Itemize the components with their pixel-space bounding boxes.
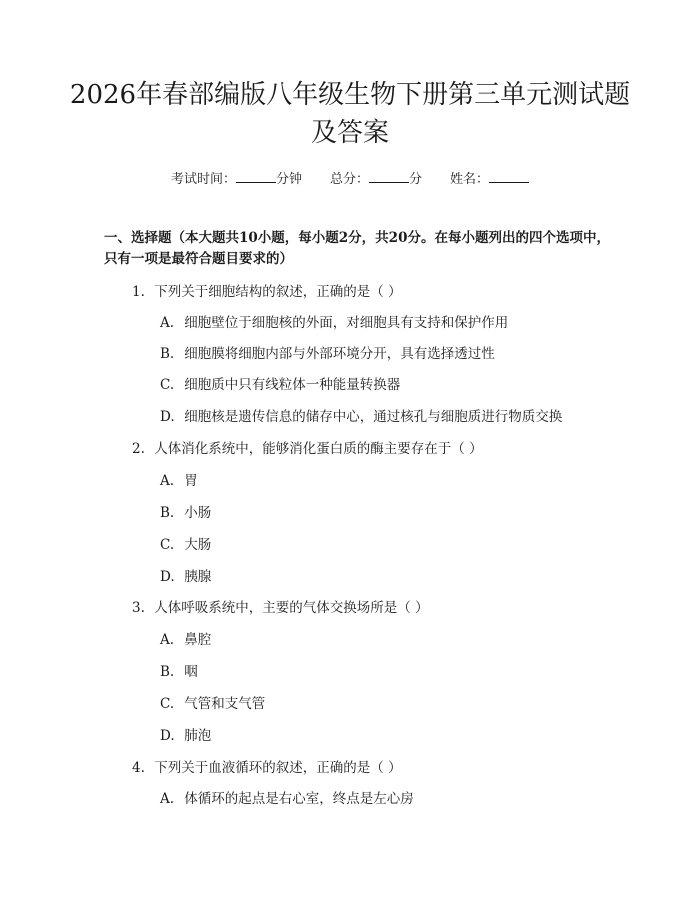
question-1-option-a[interactable] [160,314,508,332]
question-3-option-b[interactable] [160,663,198,681]
question-2-option-d[interactable] [160,568,211,586]
question-1-option-d[interactable] [160,408,562,426]
option-letter: D. [160,569,175,585]
option-letter: D. [160,728,175,744]
option-text: 气管和支气管 [184,696,266,712]
option-text: 细胞质中只有线粒体一种能量转换器 [184,377,401,393]
option-text: 胃 [184,473,198,489]
option-text: 肺泡 [184,728,212,744]
option-text: 细胞核是遗传信息的储存中心，通过核孔与细胞质进行物质交换 [184,409,563,425]
option-text: 鼻腔 [184,632,212,648]
question-3-option-d[interactable] [160,727,211,745]
option-letter: A. [160,791,175,807]
question-4 [132,759,402,777]
option-text: 小肠 [184,505,212,521]
question-number: 1. [132,284,145,300]
question-4-option-a[interactable] [160,790,414,808]
question-3-option-c[interactable] [160,695,265,713]
option-text: 细胞壁位于细胞核的外面，对细胞具有支持和保护作用 [184,315,509,331]
question-2 [132,440,483,458]
name-label: 姓名： [450,172,490,187]
option-letter: A. [160,315,175,331]
section-title: 一、选择题（本大题共10小题，每小题2分，共20分。在每小题列出的四个选项中，只有一项是最符合题目要求的） [104,230,610,267]
question-2-option-c[interactable] [160,536,211,554]
score-blank[interactable] [369,171,409,183]
option-letter: C. [160,696,175,712]
option-text: 体循环的起点是右心室，终点是左心房 [184,791,414,807]
option-letter: B. [160,346,175,362]
question-text: 下列关于细胞结构的叙述，正确的是（ ） [154,284,402,300]
option-text: 细胞膜将细胞内部与外部环境分开，具有选择透过性 [184,346,495,362]
score-label: 总分： [329,172,369,187]
score-unit: 分 [409,172,423,187]
option-letter: C. [160,377,175,393]
question-number: 3. [132,600,145,616]
option-letter: B. [160,664,175,680]
option-letter: A. [160,632,175,648]
exam-info-bar [0,168,700,187]
option-text: 胰腺 [184,569,212,585]
question-1-option-b[interactable] [160,345,495,363]
option-letter: C. [160,537,175,553]
question-1 [132,283,402,301]
option-letter: B. [160,505,175,521]
question-1-option-c[interactable] [160,376,400,394]
time-blank[interactable] [236,171,276,183]
option-letter: D. [160,409,175,425]
name-blank[interactable] [489,171,529,183]
question-number: 2. [132,441,145,457]
exam-title: 2026年春部编版八年级生物下册第三单元测试题及答案 [69,80,631,148]
time-label: 考试时间： [170,172,236,187]
time-unit: 分钟 [275,172,302,187]
option-letter: A. [160,473,175,489]
question-text: 人体呼吸系统中，主要的气体交换场所是（ ） [154,600,429,616]
question-3-option-a[interactable] [160,631,211,649]
option-text: 咽 [184,664,198,680]
question-3 [132,599,429,617]
question-2-option-b[interactable] [160,504,211,522]
option-text: 大肠 [184,537,212,553]
question-number: 4. [132,760,145,776]
question-2-option-a[interactable] [160,472,198,490]
question-text: 下列关于血液循环的叙述，正确的是（ ） [154,760,402,776]
question-text: 人体消化系统中，能够消化蛋白质的酶主要存在于（ ） [154,441,483,457]
